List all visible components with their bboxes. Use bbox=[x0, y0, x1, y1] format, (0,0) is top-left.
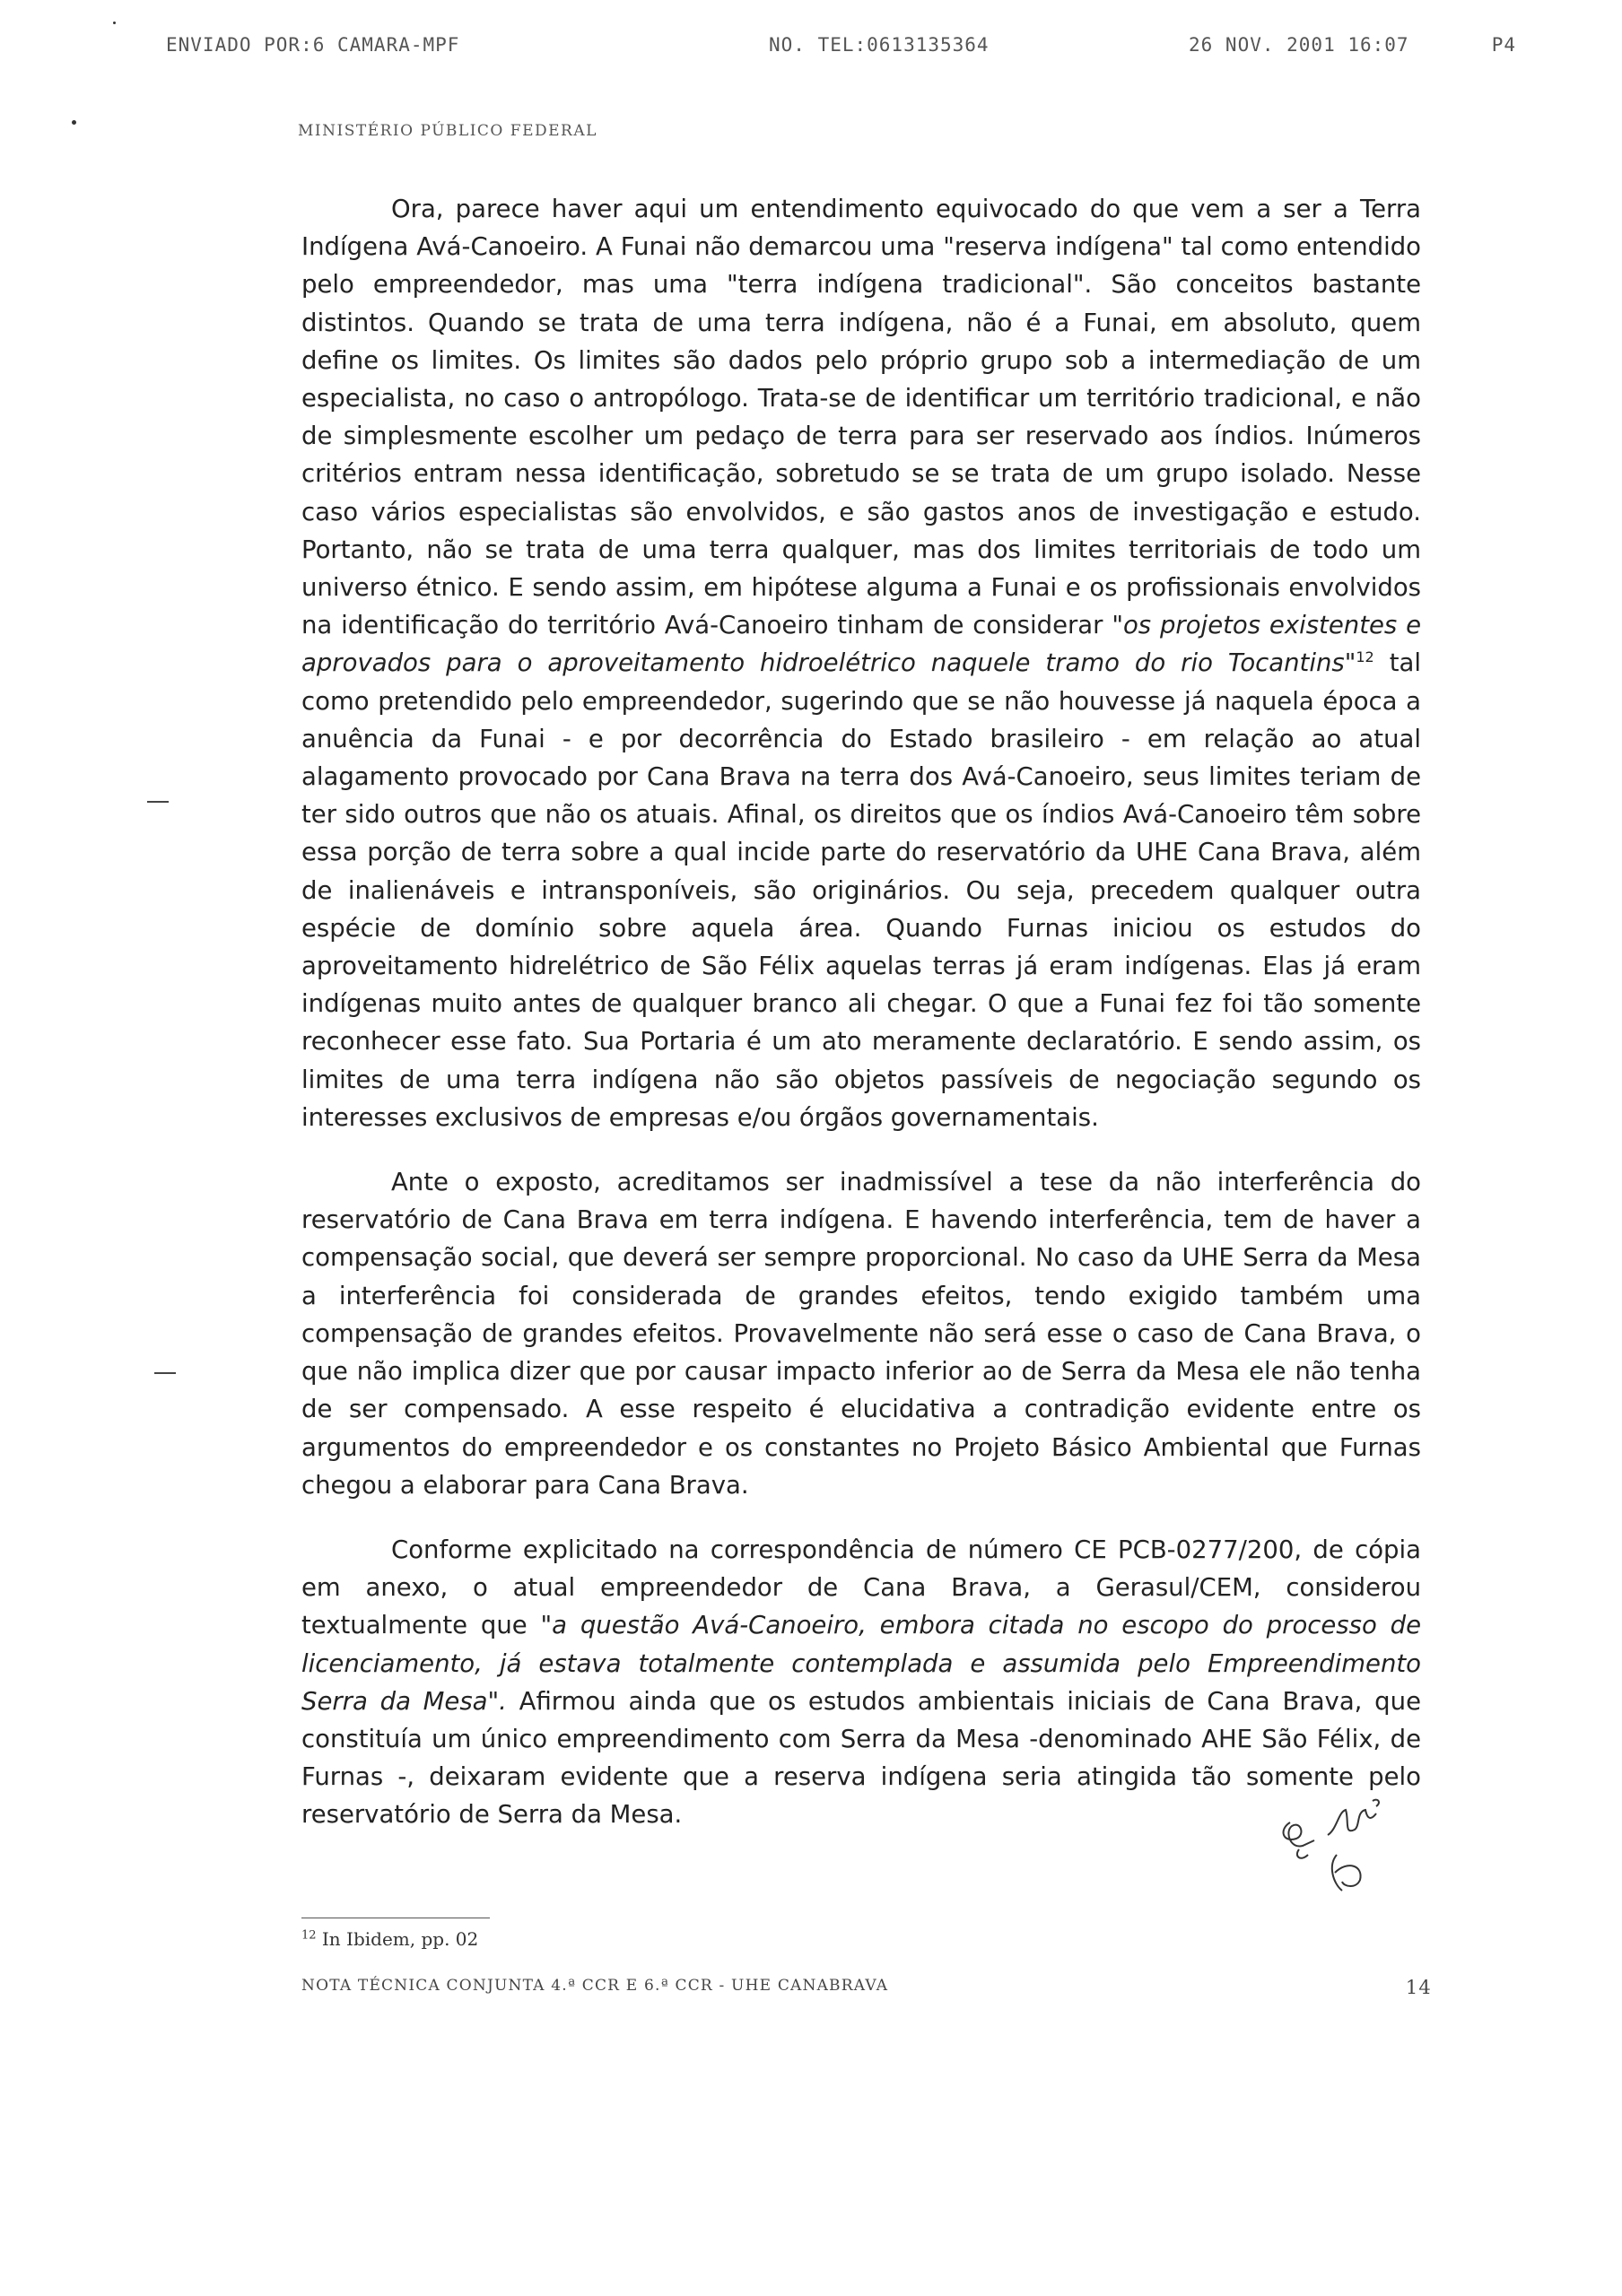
scan-mark bbox=[154, 1372, 176, 1374]
handwritten-signature bbox=[1274, 1794, 1435, 1910]
fax-phone: NO. TEL:0613135364 bbox=[769, 34, 990, 56]
paragraph-text: tal como pretendido pelo empreendedor, sugerindo que se não houvesse já naquela época a anuência da Funai - e por decorrência do Estado brasileiro - em relação ao atual alagamento provocado por Cana Brava na terra dos Avá-Canoeiro, seus limites teriam de ter sido outros que não os atuais. Afinal, os direitos que os índios Avá-Canoeiro têm sobre essa porção de terra sobre a qual incide parte do reservatório da UHE Cana Brava, além de inalienáveis e intransponíveis, são originários. Ou seja, precedem qualquer outra espécie de domínio sobre aquela área. Quando Furnas iniciou os estudos do aproveitamento hidrelétrico de São Félix aquelas terras já eram indígenas. Elas já eram indígenas muito antes de qualquer branco ali chegar. O que a Funai fez foi tão somente reconhecer esse fato. Sua Portaria é um ato meramente declaratório. E sendo assim, os limites de uma terra indígena não são objetos passíveis de negociação segundo os interesses exclusivos de empresas e/ou órgãos governamentais. bbox=[301, 648, 1421, 1132]
quote-text: "a questão Avá-Canoeiro, embora citada no escopo do processo de licenciamento, já estava totalmente contemplada e assumida pelo Empreendimento Serra da Mesa". bbox=[301, 1611, 1421, 1716]
fax-page: P4 bbox=[1491, 34, 1516, 56]
footnote-text: In Ibidem, pp. 02 bbox=[316, 1928, 479, 1950]
scan-mark bbox=[147, 801, 169, 803]
fax-datetime: 26 NOV. 2001 16:07 bbox=[1189, 34, 1409, 56]
scan-speck bbox=[113, 22, 116, 24]
quote-text: "os projetos existentes e aprovados para o aproveitamento hidroelétrico naquele tramo do rio Tocantins" bbox=[301, 611, 1421, 678]
scan-speck bbox=[72, 120, 76, 125]
ministry-header: MINISTÉRIO PÚBLICO FEDERAL bbox=[298, 122, 597, 140]
paragraph bbox=[301, 1531, 1421, 1834]
fax-header bbox=[166, 34, 1516, 70]
footnote bbox=[301, 1928, 478, 1950]
fax-sender: ENVIADO POR:6 CAMARA-MPF bbox=[166, 34, 460, 56]
paragraph-text: Afirmou ainda que os estudos ambientais iniciais de Cana Brava, que constituía um único empreendimento com Serra da Mesa -denominado AHE São Félix, de Furnas -, deixaram evidente que a reserva indígena seria atingida tão somente pelo reservatório de Serra da Mesa. bbox=[301, 1686, 1421, 1830]
footnote-ref: 12 bbox=[1356, 648, 1374, 666]
paragraph: Ante o exposto, acreditamos ser inadmissível a tese da não interferência do reservatório de Cana Brava em terra indígena. E havendo interferência, tem de haver a compensação social, que deverá ser sempre proporcional. No caso da UHE Serra da Mesa a interferência foi considerada de grandes efeitos, tendo exigido também uma compensação de grandes efeitos. Provavelmente não será esse o caso de Cana Brava, o que não implica dizer que por causar impacto inferior ao de Serra da Mesa ele não tenha de ser compensado. A esse respeito é elucidativa a contradição evidente entre os argumentos do empreendedor e os constantes no Projeto Básico Ambiental que Furnas chegou a elaborar para Cana Brava. bbox=[301, 1168, 1421, 1500]
paragraph bbox=[301, 190, 1421, 1136]
paragraph-text: Ora, parece haver aqui um entendimento equivocado do que vem a ser a Terra Indígena Avá-Canoeiro. A Funai não demarcou uma "reserva indígena" tal como entendido pelo empreendedor, mas uma "terra indígena tradicional". São conceitos bastante distintos. Quando se trata de uma terra indígena, não é a Funai, em absoluto, quem define os limites. Os limites são dados pelo próprio grupo sob a intermediação de um especialista, no caso o antropólogo. Trata-se de identificar um território tradicional, e não de simplesmente escolher um pedaço de terra para ser reservado aos índios. Inúmeros critérios entram nessa identificação, sobretudo se se trata de um grupo isolado. Nesse caso vários especialistas são envolvidos, e são gastos anos de investigação e estudo. Portanto, não se trata de uma terra qualquer, mas dos limites territoriais de todo um universo étnico. E sendo assim, em hipótese alguma a Funai e os profissionais envolvidos na identificação do território Avá-Canoeiro tinham de considerar bbox=[301, 195, 1421, 640]
footnote-number: 12 bbox=[301, 1928, 317, 1943]
document-body bbox=[301, 190, 1421, 1834]
paragraph-text: Conforme explicitado na correspondência de número CE PCB-0277/200, de cópia em anexo, o atual empreendedor de Cana Brava, a Gerasul/CEM, considerou textualmente que bbox=[301, 1535, 1421, 1640]
footer-title: NOTA TÉCNICA CONJUNTA 4.ª CCR E 6.ª CCR - UHE CANABRAVA bbox=[301, 1977, 889, 1995]
page-number: 14 bbox=[1405, 1977, 1432, 1998]
